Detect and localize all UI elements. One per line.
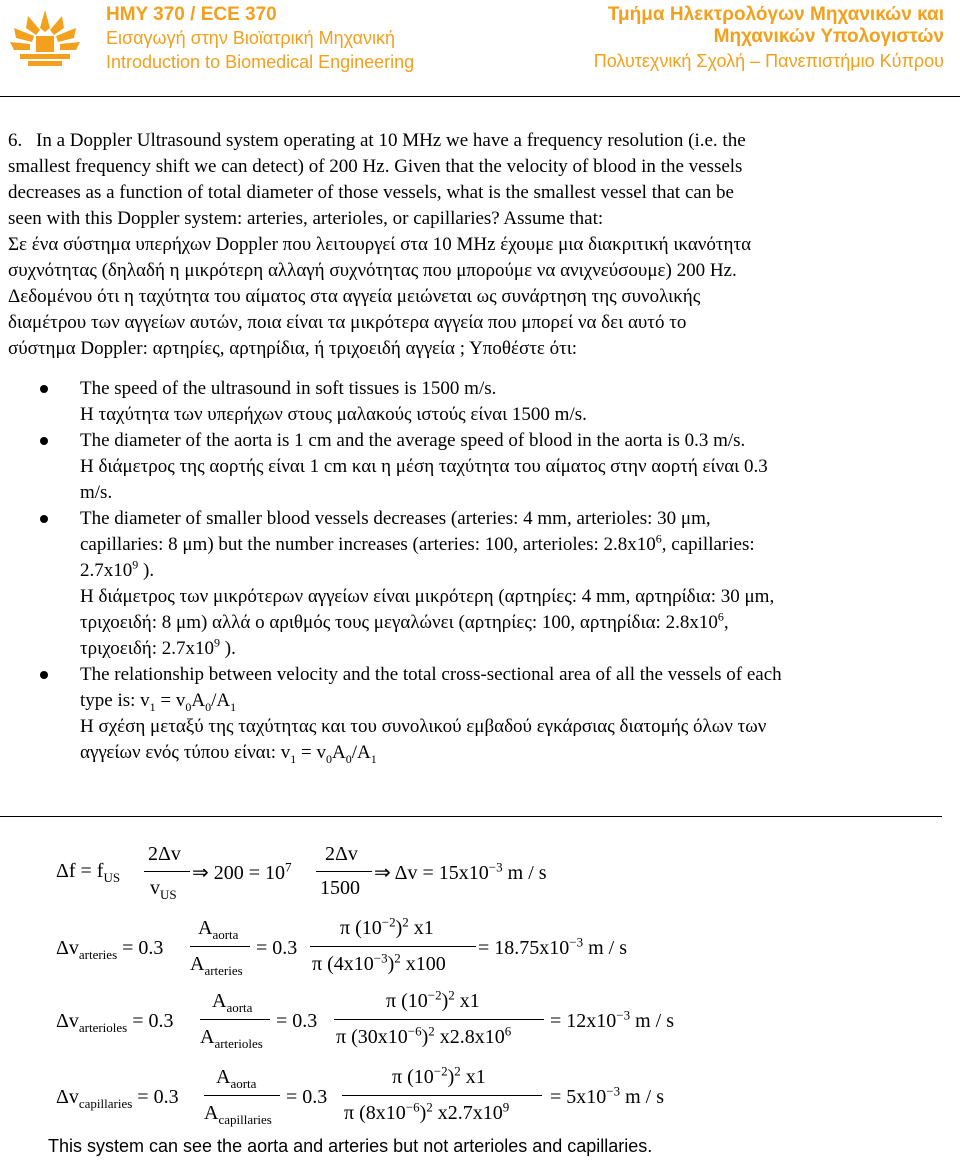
exponent: −3 <box>569 934 584 950</box>
fraction-bar <box>144 871 190 872</box>
eq-lhs: Δv <box>56 937 79 959</box>
assumption-en: The diameter of smaller blood vessels decreases (arteries: 4 mm, arterioles: 30 μm, <box>80 508 711 529</box>
question-text-en-4: seen with this Doppler system: arteries, arterioles, or capillaries? Assume that: <box>8 208 604 229</box>
exponent: −2 <box>427 987 442 1003</box>
subscript: arteries <box>78 947 118 962</box>
exponent: −2 <box>433 1063 448 1079</box>
exponent: −6 <box>407 1023 422 1039</box>
exponent: −3 <box>488 859 503 875</box>
eq-term: ⇒ 200 = 10 <box>192 862 286 884</box>
eq-term: π (4x10 <box>312 953 374 975</box>
eq-term: π (8x10 <box>344 1102 406 1124</box>
text-run: ). <box>138 560 155 581</box>
fraction-denominator <box>336 1023 512 1049</box>
department-info <box>594 4 944 74</box>
bullet-icon <box>40 385 48 393</box>
eq-term: ) <box>421 1026 429 1048</box>
equation-arterioles <box>56 1010 174 1033</box>
assumption-en <box>80 558 943 584</box>
text-run: τριχοειδή: 8 μm) αλλά ο αριθμός τους μεγαλώνει (αρτηρίες: 100, αρτηρίδια: 2.8x10 <box>80 612 718 633</box>
question-text-en-2: smallest frequency shift we can detect) of 200 Hz. Given that the velocity of blood in the vessels <box>8 156 743 177</box>
equation-arteries <box>56 937 163 960</box>
exponent: 6 <box>717 609 724 624</box>
text-run: /A <box>211 690 231 711</box>
eq-result <box>374 860 547 885</box>
list-item <box>8 662 943 766</box>
eq-unit: m / s <box>507 862 547 884</box>
subscript: aorta <box>230 1076 257 1091</box>
eq-result <box>478 934 628 960</box>
exponent: 2 <box>428 1023 435 1039</box>
eq-unit: m / s <box>588 937 628 959</box>
assumption-gr: m/s. <box>80 482 113 503</box>
exponent: 2 <box>454 1063 461 1079</box>
equation-capillaries <box>56 1086 179 1109</box>
eq-term: x1 <box>408 917 434 939</box>
equation-doppler <box>56 860 120 883</box>
header-divider <box>0 96 960 97</box>
text-run: A <box>332 742 346 763</box>
text-run: αγγείων ενός τύπου είναι: v <box>80 742 291 763</box>
text-run: A <box>191 690 206 711</box>
eq-lhs: Δv <box>56 1086 79 1108</box>
eq-lhs: Δf = f <box>56 860 104 882</box>
assumption-gr <box>80 740 943 766</box>
exponent: −6 <box>405 1099 420 1115</box>
fraction-numerator <box>340 914 434 940</box>
fraction-denominator: 1500 <box>320 877 360 899</box>
bullet-icon <box>40 671 48 679</box>
eq-term: π (10 <box>386 990 428 1012</box>
subscript: arteries <box>204 963 243 978</box>
subscript: 1 <box>290 751 297 766</box>
eq-term: = 0.3 <box>256 937 298 959</box>
eq-term: x2.7x10 <box>432 1102 503 1124</box>
fraction-numerator: 2Δv <box>325 843 358 865</box>
exponent: −3 <box>373 950 388 966</box>
text-run: 2.7x10 <box>80 560 133 581</box>
question-number: 6. <box>8 130 23 151</box>
subscript: arterioles <box>78 1020 128 1035</box>
eq-term: ) <box>441 990 449 1012</box>
subscript: 1 <box>230 699 237 714</box>
eq-result <box>550 1083 665 1109</box>
exponent: 2 <box>448 987 455 1003</box>
fraction-numerator <box>212 990 252 1013</box>
subscript: 0 <box>345 751 352 766</box>
subscript: 0 <box>205 699 212 714</box>
subscript: arterioles <box>214 1036 263 1051</box>
assumption-gr <box>80 610 943 636</box>
eq-term: A <box>198 917 213 939</box>
text-run: , <box>723 612 729 633</box>
text-run: type is: v <box>80 690 150 711</box>
fraction-denominator <box>200 1026 263 1049</box>
subscript: US <box>103 870 121 885</box>
page-header <box>0 0 960 88</box>
exponent: 2 <box>394 950 401 966</box>
fraction-bar <box>204 1095 280 1096</box>
school-name: Πολυτεχνική Σχολή – Πανεπιστήμιο Κύπρου <box>593 51 944 71</box>
text-run: , capillaries: <box>661 534 755 555</box>
fraction-bar <box>200 1019 270 1020</box>
university-logo-icon <box>6 2 84 72</box>
question-text-en-1: In a Doppler Ultrasound system operating at 10 MHz we have a frequency resolution (i.e. the <box>36 130 746 151</box>
conclusion-text: This system can see the aorta and arteries but not arterioles and capillaries. <box>48 1136 653 1156</box>
eq-term: π (10 <box>392 1066 434 1088</box>
question-text-en-3: decreases as a function of total diameter of those vessels, what is the smallest vessel that can be <box>8 182 734 203</box>
exponent: 6 <box>655 531 662 546</box>
subscript: aorta <box>212 927 239 942</box>
course-info <box>106 4 414 74</box>
department-line-1: Τμήμα Ηλεκτρολόγων Μηχανικών και <box>607 4 944 25</box>
assumption-gr <box>80 636 943 662</box>
fraction-bar <box>190 946 250 947</box>
fraction-bar <box>316 871 372 872</box>
bullet-icon <box>40 437 48 445</box>
eq-term: ) <box>419 1102 427 1124</box>
eq-unit: m / s <box>635 1010 675 1032</box>
question-text-gr-3: Δεδομένου ότι η ταχύτητα του αίματος στα αγγεία μειώνεται ως συνάρτηση της συνολικής <box>8 286 701 307</box>
text-run: capillaries: 8 μm) but the number increases (arteries: 100, arterioles: 2.8x10 <box>80 534 656 555</box>
eq-result <box>550 1007 675 1033</box>
assumption-gr: Η σχέση μεταξύ της ταχύτητας και του συνολικού εμβαδού εγκάρσιας διατομής όλων των <box>80 716 767 737</box>
text-run: /A <box>351 742 371 763</box>
assumption-gr: Η ταχύτητα των υπερήχων στους μαλακούς ιστούς είναι 1500 m/s. <box>80 404 587 425</box>
question-text-gr-1: Σε ένα σύστημα υπερήχων Doppler που λειτουργεί στα 10 MHz έχουμε μια διακριτική ικανότητα <box>8 234 752 255</box>
assumption-en: The speed of the ultrasound in soft tissues is 1500 m/s. <box>80 378 497 399</box>
subscript: US <box>160 887 177 902</box>
fraction-denominator <box>204 1102 272 1125</box>
exponent: 9 <box>502 1099 510 1115</box>
exponent: 2 <box>402 914 409 930</box>
exponent: −3 <box>606 1083 621 1099</box>
department-line-2: Μηχανικών Υπολογιστών <box>713 26 944 47</box>
exponent: 9 <box>132 557 139 572</box>
eq-unit: m / s <box>625 1086 665 1108</box>
assumption-gr: Η διάμετρος των μικρότερων αγγείων είναι μικρότερη (αρτηρίες: 4 mm, αρτηρίδια: 30 μm, <box>80 586 775 607</box>
question-block <box>8 128 943 766</box>
eq-term: = 0.3 <box>132 1010 174 1032</box>
question-text-gr-5: σύστημα Doppler: αρτηρίες, αρτηρίδια, ή τριχοειδή αγγεία ; Υποθέστε ότι: <box>8 338 578 359</box>
eq-term: = 18.75x10 <box>478 937 570 959</box>
eq-term: A <box>200 1026 215 1048</box>
text-run: ). <box>220 638 236 659</box>
eq-term: = 0.3 <box>276 1010 318 1032</box>
exponent: −2 <box>381 914 396 930</box>
question-text-gr-2: συχνότητας (δηλαδή η μικρότερη αλλαγή συχνότητας που μπορούμε να ανιχνεύσουμε) 200 Hz. <box>8 260 737 281</box>
eq-term: ⇒ Δv = 15x10 <box>374 862 489 884</box>
eq-term: = 0.3 <box>122 937 164 959</box>
course-name-english: Introduction to Biomedical Engineering <box>106 52 415 72</box>
exponent: 6 <box>504 1023 512 1039</box>
list-item <box>8 506 943 662</box>
solution-divider <box>0 816 942 817</box>
assumption-list <box>8 376 943 766</box>
list-item <box>8 376 943 428</box>
assumption-gr: Η διάμετρος της αορτής είναι 1 cm και η μέση ταχύτητα του αίματος στην αορτή είναι 0.3 <box>80 456 768 477</box>
assumption-en: The relationship between velocity and the total cross-sectional area of all the vessels of each <box>80 664 782 685</box>
eq-step <box>192 860 292 885</box>
assumption-en: The diameter of the aorta is 1 cm and the average speed of blood in the aorta is 0.3 m/s. <box>80 430 746 451</box>
eq-lhs: Δv <box>56 1010 79 1032</box>
course-name-greek: Εισαγωγή στην Βιοϊατρική Μηχανική <box>106 28 395 48</box>
eq-term: A <box>190 953 205 975</box>
eq-term: A <box>216 1066 231 1088</box>
eq-term: v <box>150 877 160 899</box>
assumption-en <box>80 532 943 558</box>
subscript: 1 <box>370 751 377 766</box>
eq-term: π (30x10 <box>336 1026 408 1048</box>
text-run: = v <box>155 690 186 711</box>
eq-term: = 0.3 <box>286 1086 328 1108</box>
fraction-denominator <box>150 877 177 900</box>
eq-term: ) <box>387 953 395 975</box>
text-run: τριχοειδή: 2.7x10 <box>80 638 215 659</box>
fraction-numerator <box>198 917 238 940</box>
eq-term: ) <box>447 1066 455 1088</box>
course-code: HMY 370 / ECE 370 <box>106 4 277 25</box>
eq-term: x1 <box>460 1066 486 1088</box>
subscript: 0 <box>326 751 332 766</box>
fraction-denominator <box>190 953 243 976</box>
fraction-numerator: 2Δv <box>148 843 181 865</box>
eq-term: ) <box>395 917 403 939</box>
subscript: capillaries <box>78 1096 133 1111</box>
bullet-icon <box>40 515 48 523</box>
fraction-numerator <box>216 1066 256 1089</box>
fraction-denominator <box>312 950 446 976</box>
question-text-gr-4: διαμέτρου των αγγείων αυτών, ποια είναι τα μικρότερα αγγεία που μπορεί να δει αυτό το <box>8 312 687 333</box>
subscript: aorta <box>226 1000 253 1015</box>
subscript: 1 <box>149 699 156 714</box>
fraction-numerator <box>392 1063 486 1089</box>
eq-term: = 12x10 <box>550 1010 617 1032</box>
eq-term: A <box>204 1102 219 1124</box>
eq-term: = 0.3 <box>137 1086 179 1108</box>
subscript: capillaries <box>218 1112 272 1127</box>
fraction-bar <box>342 1095 542 1096</box>
exponent: −3 <box>616 1007 631 1023</box>
exponent: 2 <box>426 1099 433 1115</box>
fraction-bar <box>310 946 476 947</box>
subscript: 0 <box>185 699 192 714</box>
eq-term: π (10 <box>340 917 382 939</box>
fraction-bar <box>334 1019 544 1020</box>
fraction-numerator <box>386 987 480 1013</box>
eq-term: x1 <box>454 990 480 1012</box>
eq-term: x100 <box>400 953 446 975</box>
text-run: = v <box>296 742 326 763</box>
assumption-en <box>80 688 943 714</box>
eq-term: = 5x10 <box>550 1086 607 1108</box>
exponent: 7 <box>285 859 292 875</box>
exponent: 9 <box>214 635 221 650</box>
eq-term: A <box>212 990 227 1012</box>
eq-term: x2.8x10 <box>434 1026 505 1048</box>
list-item <box>8 428 943 506</box>
fraction-denominator <box>344 1099 510 1125</box>
